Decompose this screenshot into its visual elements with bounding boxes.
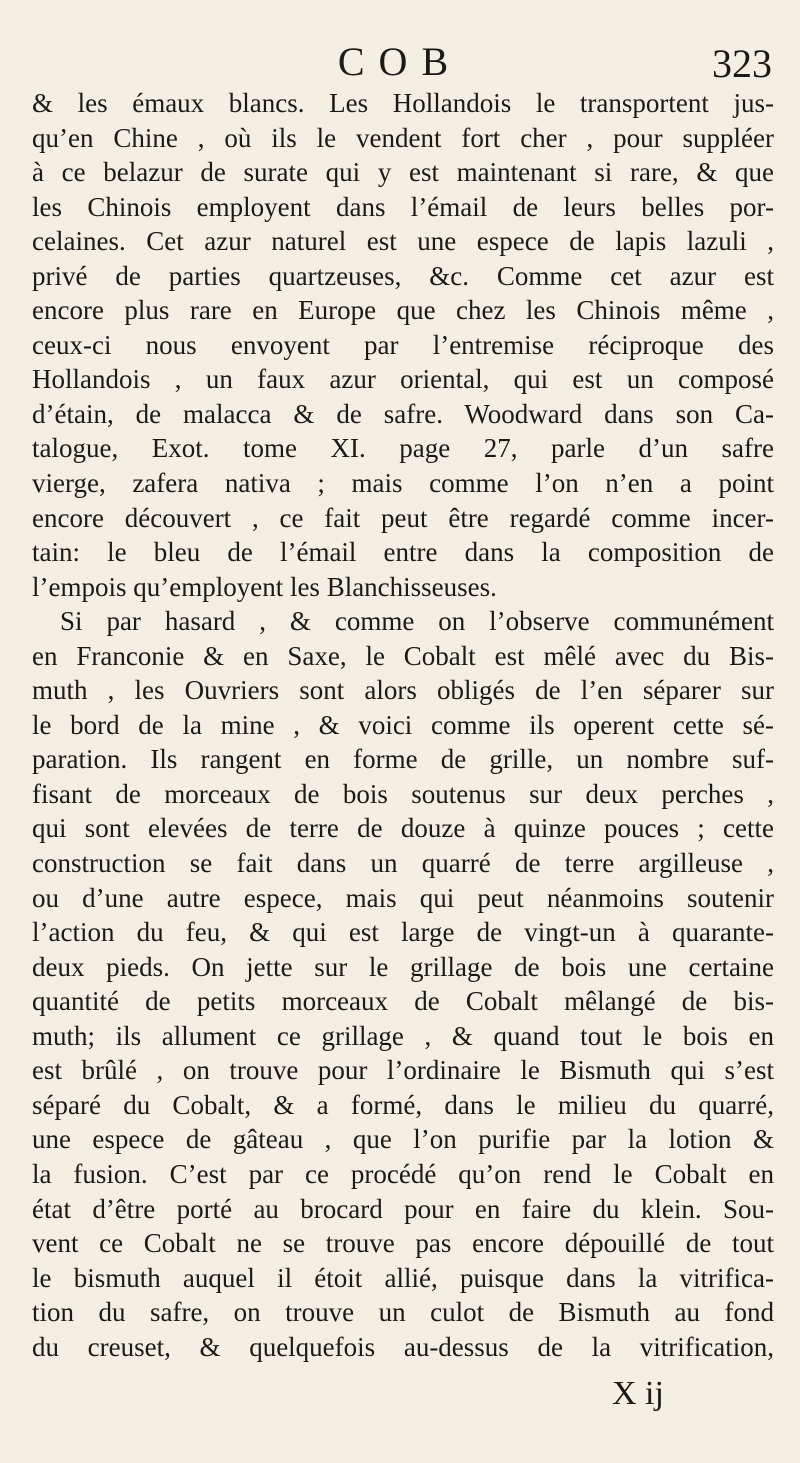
text-line: qui sont elevées de terre de douze à quinze pouces ; cette (32, 813, 774, 844)
signature-mark: X ij (612, 1375, 664, 1412)
text-line: deux pieds. On jette sur le grillage de bois une certaine (32, 951, 774, 982)
running-head: COB (337, 39, 463, 84)
text-line: vent ce Cobalt ne se trouve pas encore dépouillé de tout (32, 1228, 774, 1259)
text-line: construction se fait dans un quarré de terre argilleuse , (32, 848, 774, 879)
body-text (32, 86, 774, 1364)
text-line: le bord de la mine , & voici comme ils operent cette sé- (32, 709, 774, 740)
text-line: l’empois qu’employent les Blanchisseuses. (32, 571, 497, 602)
text-line: en Franconie & en Saxe, le Cobalt est mêlé avec du Bis- (32, 640, 774, 671)
text-line: Si par hasard , & comme on l’observe communément (60, 606, 774, 637)
text-line: encore plus rare en Europe que chez les Chinois même , (32, 295, 774, 326)
text-line: d’étain, de malacca & de safre. Woodward dans son Ca- (32, 398, 774, 429)
text-line: paration. Ils rangent en forme de grille, un nombre suf- (32, 744, 774, 775)
text-line: tain: le bleu de l’émail entre dans la composition de (32, 537, 774, 568)
text-line: & les émaux blancs. Les Hollandois le transportent jus- (32, 88, 774, 118)
page-header (0, 30, 800, 90)
text-line: muth , les Ouvriers sont alors obligés de l’en séparer sur (32, 675, 774, 706)
text-line: privé de parties quartzeuses, &c. Comme cet azur est (32, 260, 774, 291)
text-line: est brûlé , on trouve pour l’ordinaire le Bismuth qui s’est (32, 1055, 774, 1086)
text-line: vierge, zafera nativa ; mais comme l’on n’en a point (32, 468, 774, 499)
text-line: talogue, Exot. tome XI. page 27, parle d’un safre (32, 433, 774, 464)
text-line: qu’en Chine , où ils le vendent fort cher , pour suppléer (32, 122, 774, 153)
text-line: fisant de morceaux de bois soutenus sur deux perches , (32, 778, 774, 809)
text-line: l’action du feu, & qui est large de vingt-un à quarante- (32, 917, 774, 948)
text-line: ceux-ci nous envoyent par l’entremise réciproque des (32, 329, 774, 360)
text-line: séparé du Cobalt, & a formé, dans le milieu du quarré, (32, 1089, 774, 1120)
text-line: quantité de petits morceaux de Cobalt mêlangé de bis- (32, 986, 774, 1017)
text-line: état d’être porté au brocard pour en faire du klein. Sou- (32, 1193, 774, 1224)
text-line: encore découvert , ce fait peut être regardé comme incer- (32, 502, 774, 533)
text-line: tion du safre, on trouve un culot de Bismuth au fond (32, 1297, 774, 1328)
text-line: ou d’une autre espece, mais qui peut néanmoins soutenir (32, 882, 774, 913)
text-line: les Chinois employent dans l’émail de leurs belles por- (32, 191, 774, 222)
page-number: 323 (712, 41, 772, 86)
text-line: muth; ils allument ce grillage , & quand tout le bois en (32, 1020, 774, 1051)
text-line: à ce belazur de surate qui y est maintenant si rare, & que (32, 157, 774, 188)
text-line: une espece de gâteau , que l’on purifie par la lotion & (32, 1124, 774, 1155)
text-line: celaines. Cet azur naturel est une espece de lapis lazuli , (32, 226, 774, 257)
text-line: le bismuth auquel il étoit allié, puisque dans la vitrifica- (32, 1262, 774, 1293)
text-line: la fusion. C’est par ce procédé qu’on rend le Cobalt en (32, 1158, 774, 1189)
text-line: Hollandois , un faux azur oriental, qui est un composé (32, 364, 774, 395)
text-line: du creuset, & quelquefois au-dessus de la vitrification, (32, 1331, 774, 1362)
